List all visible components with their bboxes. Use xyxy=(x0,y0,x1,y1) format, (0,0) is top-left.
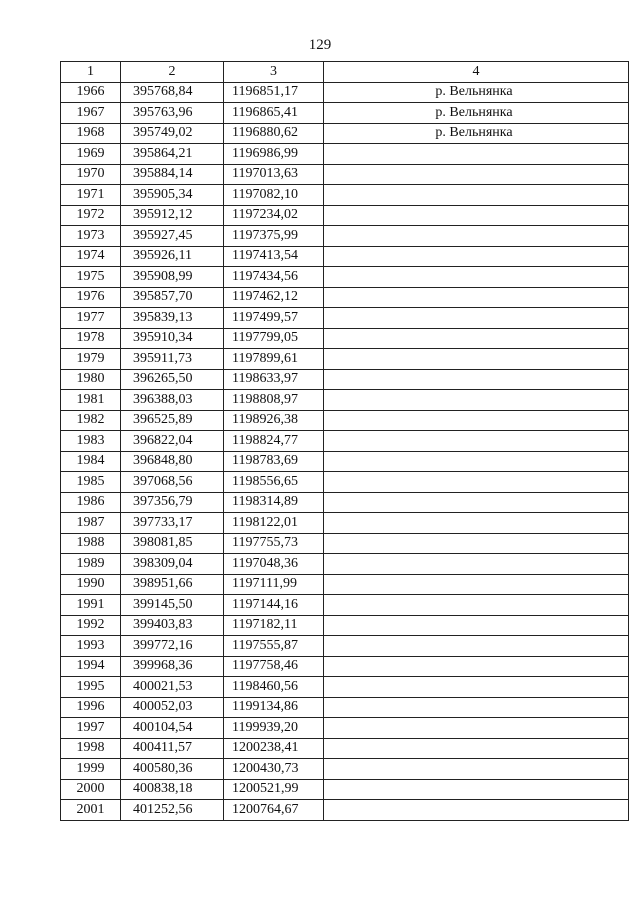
note-cell xyxy=(324,472,629,493)
point-number-cell: 1971 xyxy=(61,185,121,206)
table-row xyxy=(61,697,629,718)
x-coordinate-cell: 401252,56 xyxy=(121,800,224,821)
y-coordinate-cell: 1197013,63 xyxy=(224,164,324,185)
point-number-cell: 2001 xyxy=(61,800,121,821)
x-coordinate-cell: 395910,34 xyxy=(121,328,224,349)
point-number-cell: 1991 xyxy=(61,595,121,616)
y-coordinate-cell: 1198460,56 xyxy=(224,677,324,698)
x-coordinate-cell: 395749,02 xyxy=(121,123,224,144)
y-coordinate-cell: 1200521,99 xyxy=(224,779,324,800)
x-coordinate-cell: 395763,96 xyxy=(121,103,224,124)
y-coordinate-cell: 1197755,73 xyxy=(224,533,324,554)
y-coordinate-cell: 1198808,97 xyxy=(224,390,324,411)
table-row xyxy=(61,595,629,616)
x-coordinate-cell: 396388,03 xyxy=(121,390,224,411)
note-cell xyxy=(324,738,629,759)
y-coordinate-cell: 1197499,57 xyxy=(224,308,324,329)
point-number-cell: 1985 xyxy=(61,472,121,493)
x-coordinate-cell: 397356,79 xyxy=(121,492,224,513)
note-cell xyxy=(324,615,629,636)
note-cell xyxy=(324,82,629,103)
table-row xyxy=(61,144,629,165)
point-number-cell: 1990 xyxy=(61,574,121,595)
point-number-cell: 1980 xyxy=(61,369,121,390)
x-coordinate-cell: 397733,17 xyxy=(121,513,224,534)
x-coordinate-cell: 395864,21 xyxy=(121,144,224,165)
table-row xyxy=(61,779,629,800)
note-cell xyxy=(324,349,629,370)
x-coordinate-cell: 395908,99 xyxy=(121,267,224,288)
table-header-row xyxy=(61,62,629,83)
table-row xyxy=(61,431,629,452)
y-coordinate-cell: 1200430,73 xyxy=(224,759,324,780)
note-cell xyxy=(324,595,629,616)
y-coordinate-cell: 1197899,61 xyxy=(224,349,324,370)
table-row xyxy=(61,164,629,185)
note-cell xyxy=(324,718,629,739)
table-row xyxy=(61,513,629,534)
header-col-4: 4 xyxy=(324,62,629,83)
note-cell xyxy=(324,103,629,124)
note-cell xyxy=(324,697,629,718)
table-header xyxy=(61,62,629,83)
y-coordinate-cell: 1199939,20 xyxy=(224,718,324,739)
y-coordinate-cell: 1198122,01 xyxy=(224,513,324,534)
note-cell xyxy=(324,410,629,431)
table-row xyxy=(61,718,629,739)
point-number-cell: 1986 xyxy=(61,492,121,513)
table-row xyxy=(61,267,629,288)
x-coordinate-cell: 395927,45 xyxy=(121,226,224,247)
x-coordinate-cell: 395857,70 xyxy=(121,287,224,308)
x-coordinate-cell: 395839,13 xyxy=(121,308,224,329)
x-coordinate-cell: 395884,14 xyxy=(121,164,224,185)
header-col-1: 1 xyxy=(61,62,121,83)
y-coordinate-cell: 1197799,05 xyxy=(224,328,324,349)
x-coordinate-cell: 395911,73 xyxy=(121,349,224,370)
note-cell xyxy=(324,205,629,226)
point-number-cell: 1997 xyxy=(61,718,121,739)
note-cell xyxy=(324,492,629,513)
y-coordinate-cell: 1197375,99 xyxy=(224,226,324,247)
table-row xyxy=(61,554,629,575)
table-row xyxy=(61,410,629,431)
table-row xyxy=(61,205,629,226)
table-row xyxy=(61,759,629,780)
x-coordinate-cell: 395905,34 xyxy=(121,185,224,206)
point-number-cell: 1966 xyxy=(61,82,121,103)
note-cell xyxy=(324,759,629,780)
note-cell xyxy=(324,451,629,472)
point-number-cell: 1967 xyxy=(61,103,121,124)
y-coordinate-cell: 1200238,41 xyxy=(224,738,324,759)
point-number-cell: 1988 xyxy=(61,533,121,554)
note-cell xyxy=(324,390,629,411)
point-number-cell: 1987 xyxy=(61,513,121,534)
y-coordinate-cell: 1198314,89 xyxy=(224,492,324,513)
table-row xyxy=(61,615,629,636)
x-coordinate-cell: 398081,85 xyxy=(121,533,224,554)
x-coordinate-cell: 398951,66 xyxy=(121,574,224,595)
table-row xyxy=(61,533,629,554)
x-coordinate-cell: 400104,54 xyxy=(121,718,224,739)
table-row xyxy=(61,308,629,329)
point-number-cell: 1993 xyxy=(61,636,121,657)
x-coordinate-cell: 400052,03 xyxy=(121,697,224,718)
x-coordinate-cell: 395912,12 xyxy=(121,205,224,226)
x-coordinate-cell: 395768,84 xyxy=(121,82,224,103)
point-number-cell: 2000 xyxy=(61,779,121,800)
point-number-cell: 1989 xyxy=(61,554,121,575)
point-number-cell: 1968 xyxy=(61,123,121,144)
point-number-cell: 1999 xyxy=(61,759,121,780)
note-cell xyxy=(324,431,629,452)
x-coordinate-cell: 399772,16 xyxy=(121,636,224,657)
table-row xyxy=(61,472,629,493)
point-number-cell: 1983 xyxy=(61,431,121,452)
point-number-cell: 1995 xyxy=(61,677,121,698)
table-row xyxy=(61,103,629,124)
y-coordinate-cell: 1198824,77 xyxy=(224,431,324,452)
point-number-cell: 1977 xyxy=(61,308,121,329)
x-coordinate-cell: 396525,89 xyxy=(121,410,224,431)
table-row xyxy=(61,451,629,472)
point-number-cell: 1994 xyxy=(61,656,121,677)
point-number-cell: 1998 xyxy=(61,738,121,759)
x-coordinate-cell: 400021,53 xyxy=(121,677,224,698)
y-coordinate-cell: 1198783,69 xyxy=(224,451,324,472)
point-number-cell: 1975 xyxy=(61,267,121,288)
table-row xyxy=(61,226,629,247)
note-cell xyxy=(324,554,629,575)
table-row xyxy=(61,800,629,821)
note-cell xyxy=(324,267,629,288)
y-coordinate-cell: 1197048,36 xyxy=(224,554,324,575)
note-cell xyxy=(324,779,629,800)
note-cell xyxy=(324,636,629,657)
coordinates-table xyxy=(60,61,629,821)
note-text: р. Вельнянка xyxy=(435,104,513,120)
table-row xyxy=(61,390,629,411)
x-coordinate-cell: 399968,36 xyxy=(121,656,224,677)
y-coordinate-cell: 1196851,17 xyxy=(224,82,324,103)
y-coordinate-cell: 1196986,99 xyxy=(224,144,324,165)
point-number-cell: 1982 xyxy=(61,410,121,431)
y-coordinate-cell: 1198926,38 xyxy=(224,410,324,431)
y-coordinate-cell: 1197182,11 xyxy=(224,615,324,636)
table-row xyxy=(61,369,629,390)
point-number-cell: 1979 xyxy=(61,349,121,370)
y-coordinate-cell: 1196880,62 xyxy=(224,123,324,144)
note-cell xyxy=(324,246,629,267)
table-row xyxy=(61,287,629,308)
y-coordinate-cell: 1197111,99 xyxy=(224,574,324,595)
y-coordinate-cell: 1196865,41 xyxy=(224,103,324,124)
note-cell xyxy=(324,123,629,144)
note-text: р. Вельнянка xyxy=(435,84,513,100)
y-coordinate-cell: 1197758,46 xyxy=(224,656,324,677)
y-coordinate-cell: 1197462,12 xyxy=(224,287,324,308)
table-row xyxy=(61,82,629,103)
table-row xyxy=(61,123,629,144)
x-coordinate-cell: 399403,83 xyxy=(121,615,224,636)
header-col-2: 2 xyxy=(121,62,224,83)
page-number: 129 xyxy=(308,37,332,53)
y-coordinate-cell: 1197234,02 xyxy=(224,205,324,226)
point-number-cell: 1972 xyxy=(61,205,121,226)
x-coordinate-cell: 398309,04 xyxy=(121,554,224,575)
table-row xyxy=(61,185,629,206)
table-row xyxy=(61,636,629,657)
note-cell xyxy=(324,656,629,677)
note-cell xyxy=(324,287,629,308)
y-coordinate-cell: 1200764,67 xyxy=(224,800,324,821)
table-row xyxy=(61,246,629,267)
y-coordinate-cell: 1198556,65 xyxy=(224,472,324,493)
note-cell xyxy=(324,800,629,821)
y-coordinate-cell: 1197555,87 xyxy=(224,636,324,657)
note-cell xyxy=(324,164,629,185)
x-coordinate-cell: 399145,50 xyxy=(121,595,224,616)
note-cell xyxy=(324,533,629,554)
x-coordinate-cell: 396822,04 xyxy=(121,431,224,452)
table-row xyxy=(61,677,629,698)
x-coordinate-cell: 400838,18 xyxy=(121,779,224,800)
note-cell xyxy=(324,185,629,206)
table-row xyxy=(61,328,629,349)
note-cell xyxy=(324,308,629,329)
point-number-cell: 1981 xyxy=(61,390,121,411)
note-cell xyxy=(324,226,629,247)
point-number-cell: 1974 xyxy=(61,246,121,267)
x-coordinate-cell: 396848,80 xyxy=(121,451,224,472)
point-number-cell: 1984 xyxy=(61,451,121,472)
note-cell xyxy=(324,677,629,698)
point-number-cell: 1978 xyxy=(61,328,121,349)
note-cell xyxy=(324,513,629,534)
table-row xyxy=(61,738,629,759)
note-cell xyxy=(324,369,629,390)
table-row xyxy=(61,349,629,370)
y-coordinate-cell: 1197144,16 xyxy=(224,595,324,616)
note-cell xyxy=(324,328,629,349)
x-coordinate-cell: 397068,56 xyxy=(121,472,224,493)
point-number-cell: 1996 xyxy=(61,697,121,718)
note-text: р. Вельнянка xyxy=(435,125,513,141)
y-coordinate-cell: 1197082,10 xyxy=(224,185,324,206)
y-coordinate-cell: 1199134,86 xyxy=(224,697,324,718)
point-number-cell: 1973 xyxy=(61,226,121,247)
x-coordinate-cell: 395926,11 xyxy=(121,246,224,267)
point-number-cell: 1976 xyxy=(61,287,121,308)
y-coordinate-cell: 1198633,97 xyxy=(224,369,324,390)
x-coordinate-cell: 400411,57 xyxy=(121,738,224,759)
note-cell xyxy=(324,574,629,595)
point-number-cell: 1969 xyxy=(61,144,121,165)
y-coordinate-cell: 1197413,54 xyxy=(224,246,324,267)
table-row xyxy=(61,492,629,513)
point-number-cell: 1992 xyxy=(61,615,121,636)
x-coordinate-cell: 396265,50 xyxy=(121,369,224,390)
y-coordinate-cell: 1197434,56 xyxy=(224,267,324,288)
note-cell xyxy=(324,144,629,165)
table-row xyxy=(61,574,629,595)
table-body xyxy=(61,82,629,820)
x-coordinate-cell: 400580,36 xyxy=(121,759,224,780)
header-col-3: 3 xyxy=(224,62,324,83)
point-number-cell: 1970 xyxy=(61,164,121,185)
table-row xyxy=(61,656,629,677)
